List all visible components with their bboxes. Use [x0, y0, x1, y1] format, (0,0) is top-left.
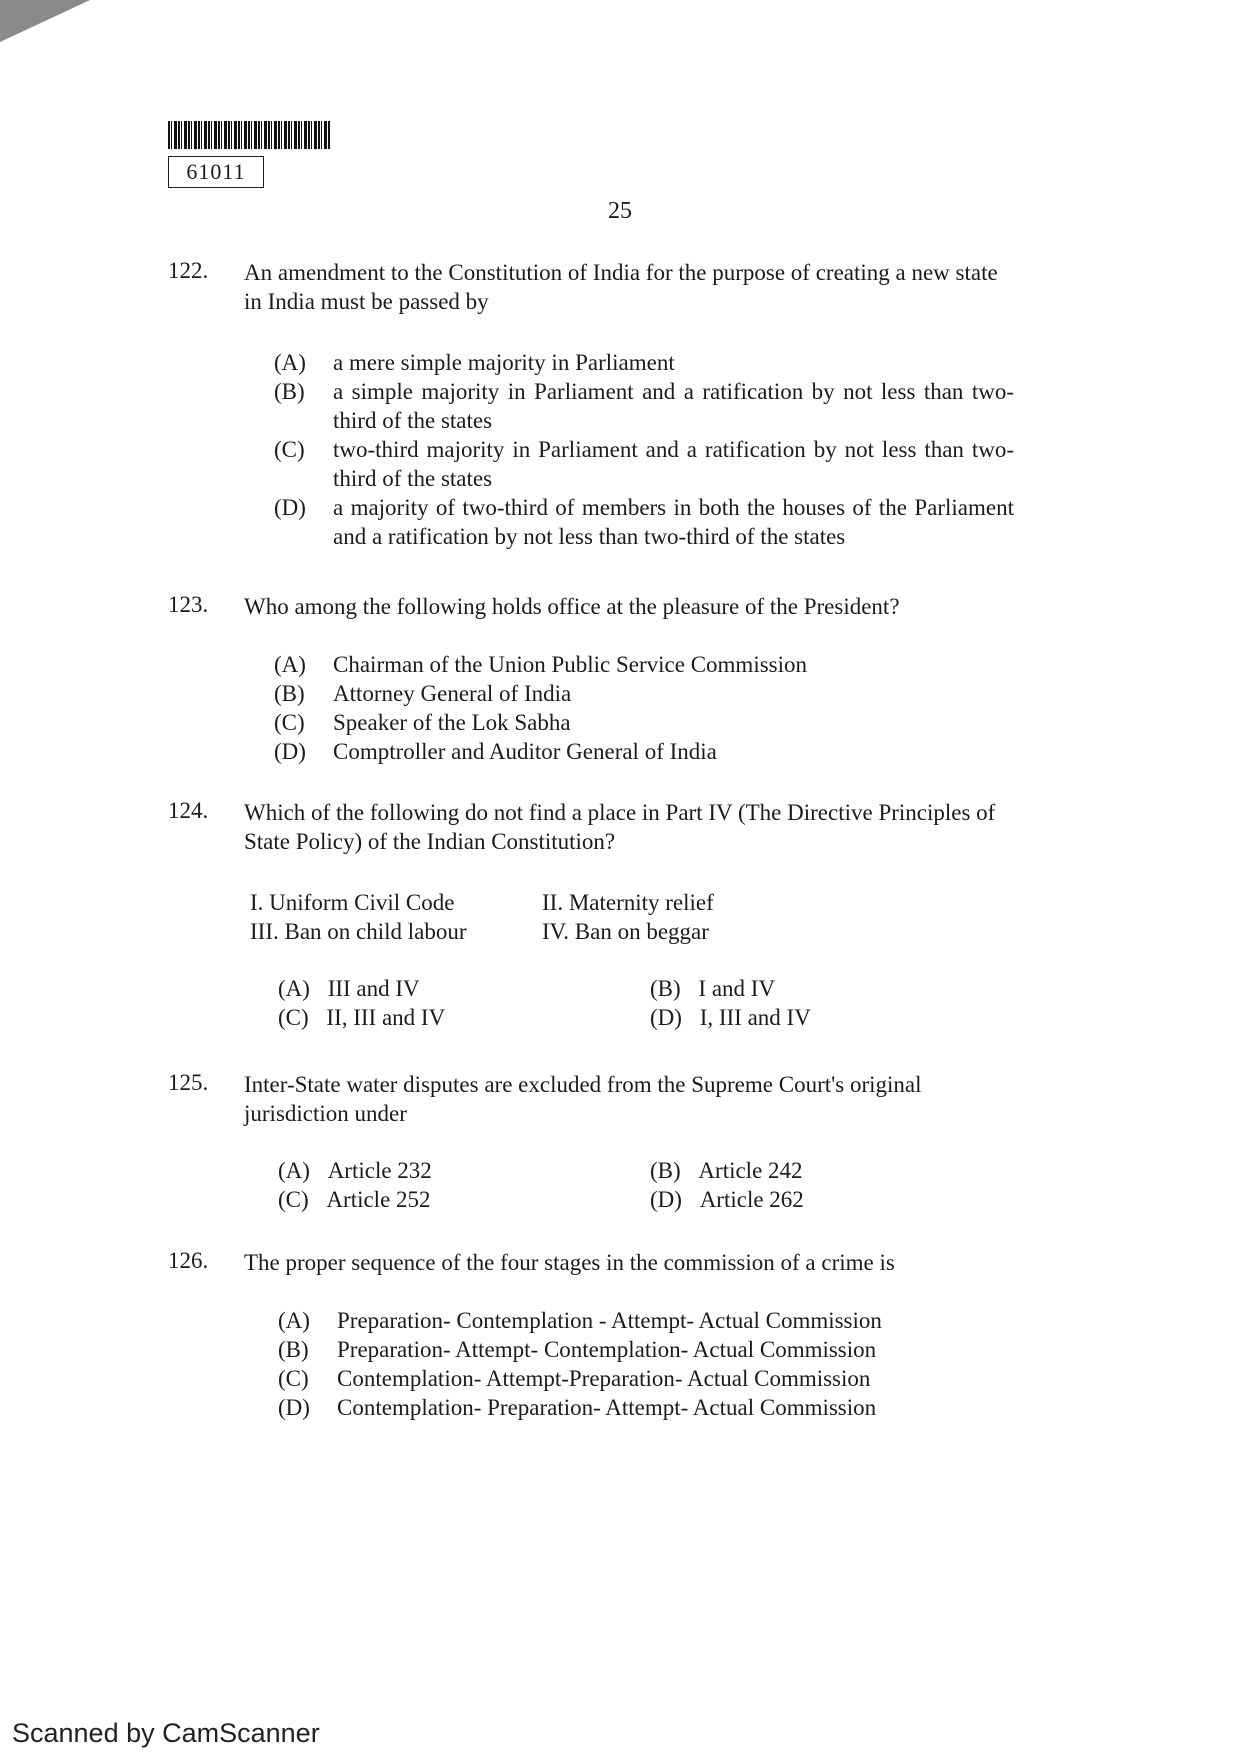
- option-label: (B): [274, 379, 305, 404]
- option-d: [650, 1003, 811, 1032]
- option-text: III and IV: [327, 976, 420, 1001]
- option-text: Chairman of the Union Public Service Commission: [333, 652, 808, 677]
- option-text: Preparation- Attempt- Contemplation- Actual Commission: [337, 1337, 877, 1362]
- statement-item: II. Maternity relief: [542, 890, 714, 915]
- option-b: [274, 377, 1014, 435]
- option-label: (A): [274, 652, 306, 677]
- option-text: a simple majority in Parliament and a ratification by not less than two-third of the states: [333, 379, 1014, 433]
- option-label: (D): [278, 1395, 310, 1420]
- option-label: (B): [274, 681, 305, 706]
- option-text: Comptroller and Auditor General of India: [333, 739, 717, 764]
- option-text: Attorney General of India: [333, 681, 572, 706]
- option-a: [278, 1306, 1018, 1335]
- exam-code: 61011: [168, 156, 264, 188]
- option-label: (A): [278, 1158, 310, 1183]
- option-a: [274, 348, 1014, 377]
- option-c: [278, 1364, 1018, 1393]
- option-c: [278, 1003, 445, 1032]
- option-label: (A): [274, 350, 306, 375]
- option-label: (D): [274, 739, 306, 764]
- option-c: [274, 708, 1014, 737]
- option-a: [274, 650, 1014, 679]
- question-number: 126.: [168, 1248, 209, 1273]
- options-list: [274, 348, 1014, 551]
- option-text: Article 242: [698, 1158, 803, 1183]
- question-number: 122.: [168, 258, 209, 283]
- option-b: [650, 1156, 803, 1185]
- option-b: [278, 1335, 1018, 1364]
- option-a: [278, 1156, 432, 1185]
- option-label: (C): [278, 1187, 309, 1212]
- option-text: II, III and IV: [326, 1005, 446, 1030]
- question-text: Which of the following do not find a place in Part IV (The Directive Principles of State Policy) of the Indian Constitution?: [244, 800, 996, 854]
- options-list: [274, 650, 1014, 766]
- option-b: [274, 679, 1014, 708]
- question-text: Who among the following holds office at the pleasure of the President?: [244, 594, 900, 619]
- option-text: Preparation- Contemplation - Attempt- Actual Commission: [337, 1308, 882, 1333]
- option-label: (C): [278, 1005, 309, 1030]
- option-text: Article 262: [699, 1187, 804, 1212]
- option-label: (A): [278, 1308, 310, 1333]
- statement-item: III. Ban on child labour: [250, 919, 467, 944]
- page-number: 25: [608, 198, 632, 224]
- option-label: (D): [650, 1005, 682, 1030]
- option-c: [278, 1185, 431, 1214]
- option-label: (C): [274, 710, 305, 735]
- statement-item: I. Uniform Civil Code: [250, 890, 455, 915]
- scanner-watermark: Scanned by CamScanner: [12, 1718, 320, 1748]
- question-number: 124.: [168, 798, 209, 823]
- question-number: 123.: [168, 592, 209, 617]
- option-b: [650, 974, 775, 1003]
- option-label: (C): [278, 1366, 309, 1391]
- option-a: [278, 974, 420, 1003]
- option-text: Contemplation- Preparation- Attempt- Actual Commission: [337, 1395, 877, 1420]
- statement-item: IV. Ban on beggar: [542, 919, 709, 944]
- option-label: (D): [274, 495, 306, 520]
- option-label: (C): [274, 437, 305, 462]
- option-text: a majority of two-third of members in both the houses of the Parliament and a ratification by not less than two-third of the states: [333, 495, 1014, 549]
- option-label: (B): [278, 1337, 309, 1362]
- barcode: [168, 121, 331, 149]
- option-text: I, III and IV: [699, 1005, 811, 1030]
- question-text: Inter-State water disputes are excluded from the Supreme Court's original jurisdiction under: [244, 1072, 922, 1126]
- option-text: a mere simple majority in Parliament: [333, 350, 675, 375]
- option-label: (D): [650, 1187, 682, 1212]
- option-text: Article 232: [327, 1158, 432, 1183]
- question-number: 125.: [168, 1070, 209, 1095]
- option-c: [274, 435, 1014, 493]
- option-d: [274, 493, 1014, 551]
- option-text: two-third majority in Parliament and a ratification by not less than two-third of the states: [333, 437, 1014, 491]
- option-d: [278, 1393, 1018, 1422]
- option-d: [650, 1185, 804, 1214]
- option-d: [274, 737, 1014, 766]
- option-label: (B): [650, 1158, 681, 1183]
- option-text: Article 252: [326, 1187, 431, 1212]
- option-text: Speaker of the Lok Sabha: [333, 710, 571, 735]
- option-text: I and IV: [698, 976, 776, 1001]
- option-label: (A): [278, 976, 310, 1001]
- question-text: An amendment to the Constitution of India for the purpose of creating a new state in India must be passed by: [244, 260, 998, 314]
- option-label: (B): [650, 976, 681, 1001]
- scan-corner-shadow: [0, 0, 90, 42]
- option-text: Contemplation- Attempt-Preparation- Actual Commission: [337, 1366, 871, 1391]
- question-text: The proper sequence of the four stages in the commission of a crime is: [244, 1250, 895, 1275]
- options-list: [278, 1306, 1018, 1422]
